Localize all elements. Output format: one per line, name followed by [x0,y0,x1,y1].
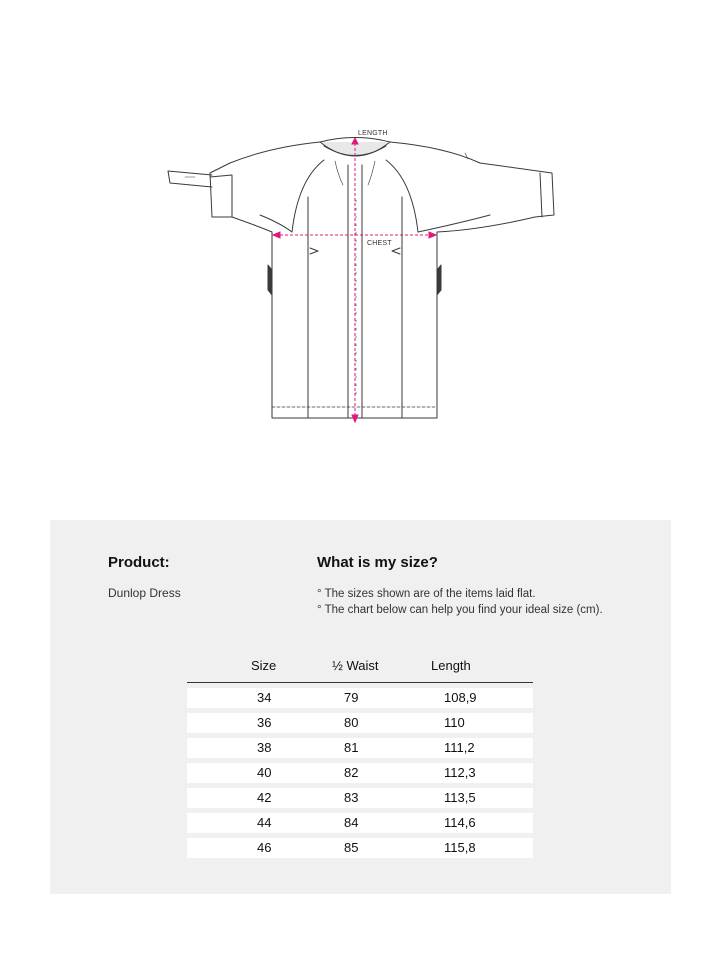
cell-size: 46 [257,840,272,855]
table-row [187,713,533,733]
cell-length: 113,5 [444,790,476,805]
cell-size: 38 [257,740,272,755]
size-note: ° The chart below can help you find your ideal size (cm). [317,604,603,616]
cell-length: 112,3 [444,765,476,780]
cell-half-waist: 83 [344,790,359,805]
dress-technical-drawing [160,125,560,430]
cell-length: 111,2 [444,740,475,755]
table-row [187,763,533,783]
table-row [187,838,533,858]
table-header [187,656,533,683]
cell-half-waist: 85 [344,840,359,855]
chest-measure-label: CHEST [367,240,392,247]
cell-length: 115,8 [444,840,476,855]
cell-length: 108,9 [444,690,477,705]
cell-half-waist: 79 [344,690,359,705]
table-row [187,788,533,808]
cell-half-waist: 84 [344,815,359,830]
cell-length: 110 [444,715,465,730]
product-heading: Product: [108,554,170,571]
length-measure-label: LENGTH [358,130,388,137]
table-row [187,738,533,758]
cell-size: 40 [257,765,272,780]
header-length: Length [431,658,471,673]
product-name: Dunlop Dress [108,586,181,600]
header-half-waist: ½ Waist [332,658,379,673]
cell-size: 42 [257,790,272,805]
cell-half-waist: 80 [344,715,359,730]
size-heading: What is my size? [317,554,438,571]
size-notes [317,586,603,618]
cell-length: 114,6 [444,815,476,830]
cell-size: 36 [257,715,272,730]
cell-half-waist: 81 [344,740,359,755]
size-note: ° The sizes shown are of the items laid flat. [317,588,536,600]
header-size: Size [251,658,277,673]
size-guide-panel [50,520,671,894]
cell-size: 44 [257,815,272,830]
cell-half-waist: 82 [344,765,359,780]
table-row [187,688,533,708]
table-row [187,813,533,833]
cell-size: 34 [257,690,272,705]
size-table [187,656,533,858]
